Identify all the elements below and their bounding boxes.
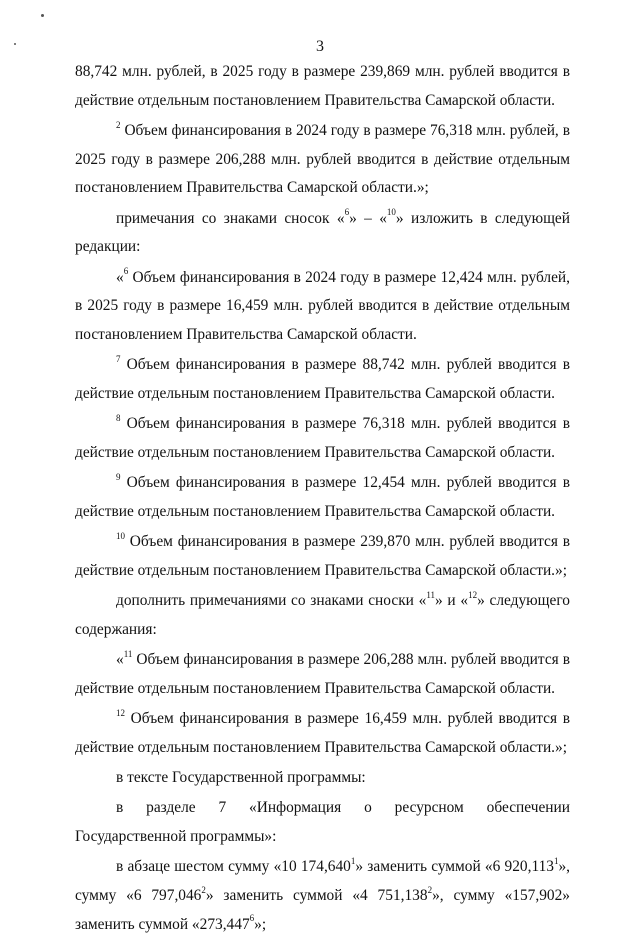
text-run: «	[116, 268, 124, 286]
text-run: примечания со знаками сносок «	[116, 209, 345, 227]
scan-speck	[41, 14, 44, 17]
footnote-mark: 1	[553, 856, 559, 867]
document-body	[75, 58, 570, 941]
text-run: «	[116, 651, 124, 669]
footnote-mark: 9	[116, 471, 121, 482]
footnote-mark: 1	[350, 856, 356, 867]
footnote-mark: 11	[426, 589, 436, 600]
text-run: » изложить в следующей редакции:	[75, 209, 570, 256]
text-run: Объем финансирования в размере 76,318 млн. рублей вводится в действие отдельным постановлением Правительства Самарской области.	[75, 415, 570, 461]
paragraph	[75, 853, 570, 939]
footnote-mark: 12	[468, 589, 478, 600]
footnote-mark: 6	[344, 207, 350, 218]
text-run: Объем финансирования в размере 88,742 млн. рублей вводится в действие отдельным постановлением Правительства Самарской области.	[75, 356, 570, 402]
footnote-mark: 12	[116, 707, 125, 718]
paragraph	[75, 646, 570, 703]
paragraph	[75, 528, 570, 585]
paragraph	[75, 764, 570, 793]
text-run: Объем финансирования в размере 206,288 млн. рублей вводится в действие отдельным постановлением Правительства Самарской области.	[75, 651, 570, 697]
text-run: Объем финансирования в размере 239,870 млн. рублей вводится в действие отдельным постановлением Правительства Самарской области.»;	[75, 533, 570, 579]
text-run: в абзаце шестом сумму «10 174,640	[116, 858, 351, 876]
page-number: 3	[316, 38, 324, 55]
text-run: в разделе 7 «Информация о ресурсном обеспечении Государственной программы»:	[75, 799, 570, 845]
text-run: » и «	[435, 592, 469, 610]
text-run: », сумму «6 797,046	[75, 858, 571, 904]
footnote-mark: 8	[116, 412, 121, 423]
text-run: Объем финансирования в размере 16,459 млн. рублей вводится в действие отдельным постановлением Правительства Самарской области.»;	[75, 710, 570, 756]
footnote-mark: 7	[116, 354, 121, 364]
paragraph	[75, 410, 570, 467]
text-run: »;	[254, 915, 267, 933]
footnote-mark: 2	[116, 119, 121, 130]
text-run: » – «	[349, 209, 387, 227]
paragraph	[75, 264, 570, 350]
text-run: » следующего содержания:	[75, 592, 570, 638]
footnote-mark: 2	[427, 884, 433, 895]
footnote-mark: 6	[249, 913, 255, 924]
footnote-mark: 11	[123, 648, 133, 659]
footnote-mark: 10	[386, 207, 396, 218]
paragraph	[75, 794, 570, 851]
paragraph	[75, 117, 570, 203]
footnote-mark: 6	[123, 266, 129, 277]
paragraph	[75, 58, 570, 115]
text-run: Объем финансирования в 2024 году в размере 76,318 млн. рублей, в 2025 году в размере 206,288 млн. рублей вводится в действие отдельным постановлением Правительства Самарской области.»;	[75, 121, 570, 197]
paragraph	[75, 205, 570, 262]
paragraph	[75, 587, 570, 644]
paragraph	[75, 469, 570, 526]
text-run: », сумму «157,902» заменить суммой «273,447	[75, 886, 570, 933]
text-run: в тексте Государственной программы:	[116, 769, 366, 787]
text-run: Объем финансирования в 2024 году в размере 12,424 млн. рублей, в 2025 году в размере 16,459 млн. рублей вводится в действие отдельным постановлением Правительства Самарской области.	[75, 268, 570, 343]
paragraph	[75, 705, 570, 762]
text-run: » заменить суммой «4 751,138	[205, 886, 428, 904]
footnote-mark: 2	[201, 884, 206, 895]
text-run: » заменить суммой «6 920,113	[355, 858, 554, 876]
text-run: Объем финансирования в размере 12,454 млн. рублей вводится в действие отдельным постановлением Правительства Самарской области.	[75, 474, 570, 520]
footnote-mark: 10	[116, 530, 125, 541]
text-run: дополнить примечаниями со знаками сноски «	[116, 592, 427, 610]
text-run: 88,742 млн. рублей, в 2025 году в размере 239,869 млн. рублей вводится в действие отдельным постановлением Правительства Самарской области.	[75, 63, 570, 109]
paragraph	[75, 351, 570, 408]
